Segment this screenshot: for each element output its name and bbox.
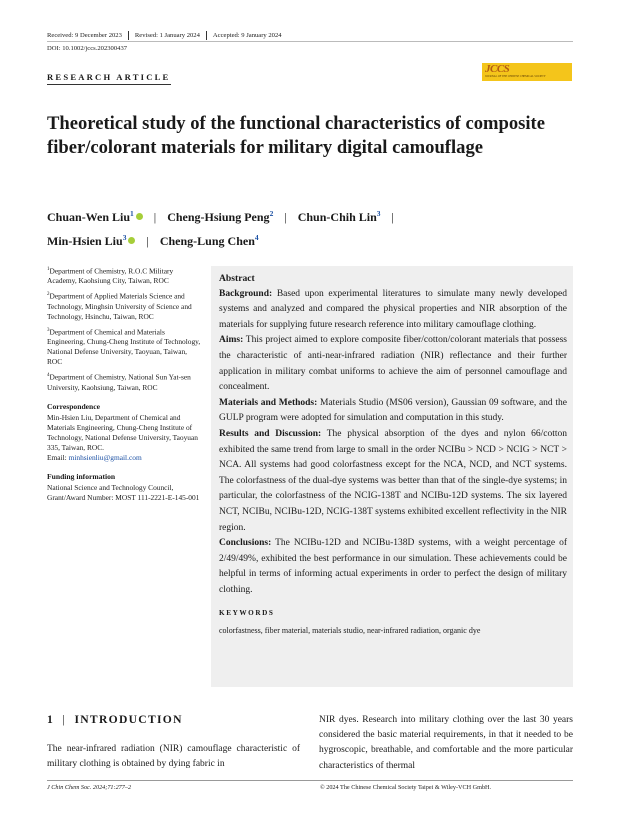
author-list: Chuan-Wen Liu$^1$ | Cheng-Hsiung Peng$^2$ | Chun-Chih Lin$^3$ | Min-Hsien Liu$^3$ | Cheng-Lung Chen$^4$ — [47, 209, 394, 248]
intro-heading: 1 | INTRODUCTION — [47, 713, 183, 726]
affiliation — [47, 371, 202, 392]
section-label: RESEARCH ARTICLE — [47, 72, 171, 82]
author-name[interactable]: Cheng-Hsiung Peng — [167, 210, 270, 224]
abstract-text: Materials Studio (MS06 version), Gaussian 09 software, and the GULP program were adopted for simulation and computation in this study. — [219, 397, 567, 424]
revised-date: Revised: 1 January 2024 — [134, 32, 200, 39]
intro-column-1: The near-infrared radiation (NIR) camouflage characteristic of military clothing is obtained by dying fabric in — [47, 744, 300, 770]
author-name[interactable]: Min-Hsien Liu — [47, 233, 123, 248]
article-title: Theoretical study of the functional characteristics of composite fiber/colorant materials for military digital camouflage — [47, 113, 545, 158]
footer-copyright: © 2024 The Chinese Chemical Society Taipei & Wiley-VCH GmbH. — [320, 784, 492, 791]
journal-logo[interactable] — [482, 63, 572, 81]
abstract-text: Based upon experimental literatures to simulate many newly developed systems and analyzed and compared the physical properties and NIR absorption of the materials for supplying future research reference into military camouflage clothing. — [219, 288, 567, 330]
abstract-text: The physical absorption of the dyes and nylon 66/cotton exhibited the same trend from large to small in the order NCIBu > NCD > NCIG > NCT > NCA. All systems had good colorfastness except for the NCA, NCD, and NCT systems. The colorfastness of the dual-dye systems was better than that of the single-dye systems; in particular, the colorfastness of the NCIG-138T and NCIBu-12D systems. The six layered NCT, NCIBu, NCIBu-12D, NCIG-138T systems exhibited excellent reflectivity in the NIR region. — [219, 428, 567, 533]
affiliation — [47, 265, 202, 286]
funding-heading: Funding information — [47, 471, 116, 481]
received-date: Received: 9 December 2023 — [47, 32, 122, 39]
abstract-box — [211, 266, 573, 687]
journal-logo-subtitle: JOURNAL OF THE CHINESE CHEMICAL SOCIETY — [485, 75, 546, 78]
abstract-label: Results and Discussion: — [219, 428, 322, 439]
affiliation-text: Department of Chemical and Materials Engineering, Chung-Cheng Institute of Technology, National Defense University, Taoyuan, Taiwan, ROC — [47, 327, 201, 367]
journal-logo-text: JCCS — [485, 63, 510, 75]
abstract-heading: Abstract — [219, 273, 255, 284]
author-name[interactable]: Cheng-Lung Chen — [159, 233, 255, 248]
doi[interactable]: DOI: 10.1002/jccs.202300437 — [47, 45, 128, 52]
affiliation-text: Department of Chemistry, National Sun Yat-sen University, Kaohsiung, Taiwan, ROC — [47, 372, 191, 392]
affiliation-text: Department of Chemistry, R.O.C Military Academy, Kaohsiung City, Taiwan, ROC — [47, 266, 174, 286]
correspondence-heading: Correspondence — [47, 401, 101, 411]
affiliations-column — [47, 265, 202, 507]
affiliation-number: 3 — [47, 327, 50, 333]
footer-rule — [47, 780, 573, 781]
orcid-icon[interactable] — [136, 213, 143, 220]
affiliation — [47, 290, 202, 321]
footer-citation: J Chin Chem Soc. 2024;71:277–2 — [47, 784, 132, 791]
abstract-text: This project aimed to explore composite fiber/cotton/colorant materials that possess the characteristic of anti-near-infrared radiation (NIR) reflectance and their further application in military combat uniforms to achieve the aim of personnel camouflage and concealment. — [219, 335, 567, 393]
keywords-list: colorfastness, fiber material, materials studio, near-infrared radiation, organic dye — [219, 626, 481, 636]
author-name[interactable]: Chun-Chih Lin — [297, 210, 377, 224]
author-affiliation: 1 — [130, 209, 134, 218]
abstract-methods — [219, 396, 567, 427]
header-rule — [47, 41, 573, 42]
author-affiliation: 3 — [376, 209, 381, 218]
affiliation-number: 1 — [47, 267, 50, 272]
author-affiliation: 3 — [122, 232, 127, 242]
abstract-background — [219, 287, 567, 334]
intro-number: 1 — [47, 713, 55, 726]
keywords-heading: KEYWORDS — [219, 609, 275, 618]
funding-text: National Science and Technology Council, Grant/Award Number: MOST 111-2221-E-145-001 — [47, 482, 200, 502]
affiliation — [47, 326, 202, 367]
abstract-conclusions — [219, 536, 567, 598]
abstract-label: Aims: — [219, 335, 244, 346]
abstract-label: Conclusions: — [219, 538, 272, 549]
abstract-aims — [219, 333, 567, 395]
author-affiliation: 4 — [254, 232, 259, 242]
affiliation-number: 2 — [47, 292, 50, 298]
email-link[interactable]: minhsienliu@gmail.com — [68, 452, 142, 462]
intro-title: INTRODUCTION — [74, 713, 183, 726]
intro-column-2: NIR dyes. Research into military clothing over the last 30 years considered the basic material requirements, in that it needed to be hygroscopic, breathable, and comfortable and the more particular characteristics of thermal — [319, 715, 573, 771]
correspondence-address: Min-Hsien Liu, Department of Chemical and Materials Engineering, Chung-Cheng Institute of Technology, National Defense University, Taoyuan 335, Taiwan, ROC. — [47, 412, 198, 452]
abstract-text: The NCIBu-12D and NCIBu-138D systems, with a weight percentage of 2/49/49%, exhibited the best performance in our simulation. These achievements could be helpful in terms of informing actual experiments in order to perfect the design of military clothing. — [219, 538, 567, 595]
email-label: Email: — [47, 452, 67, 462]
author-name[interactable]: Chuan-Wen Liu — [47, 210, 131, 224]
section-rule — [47, 84, 171, 85]
correspondence-text — [47, 413, 202, 463]
abstract-label: Background: — [219, 288, 273, 299]
affiliation-text: Department of Applied Materials Science and Technology, Minghsin University of Science and Technology, Hsinchu, Taiwan, ROC — [47, 291, 192, 321]
author-affiliation: 2 — [269, 209, 274, 218]
article-dates — [47, 31, 288, 40]
abstract-results — [219, 427, 567, 536]
accepted-date: Accepted: 9 January 2024 — [212, 32, 282, 39]
affiliation-number: 4 — [47, 373, 50, 379]
abstract-label: Materials and Methods: — [219, 397, 318, 408]
